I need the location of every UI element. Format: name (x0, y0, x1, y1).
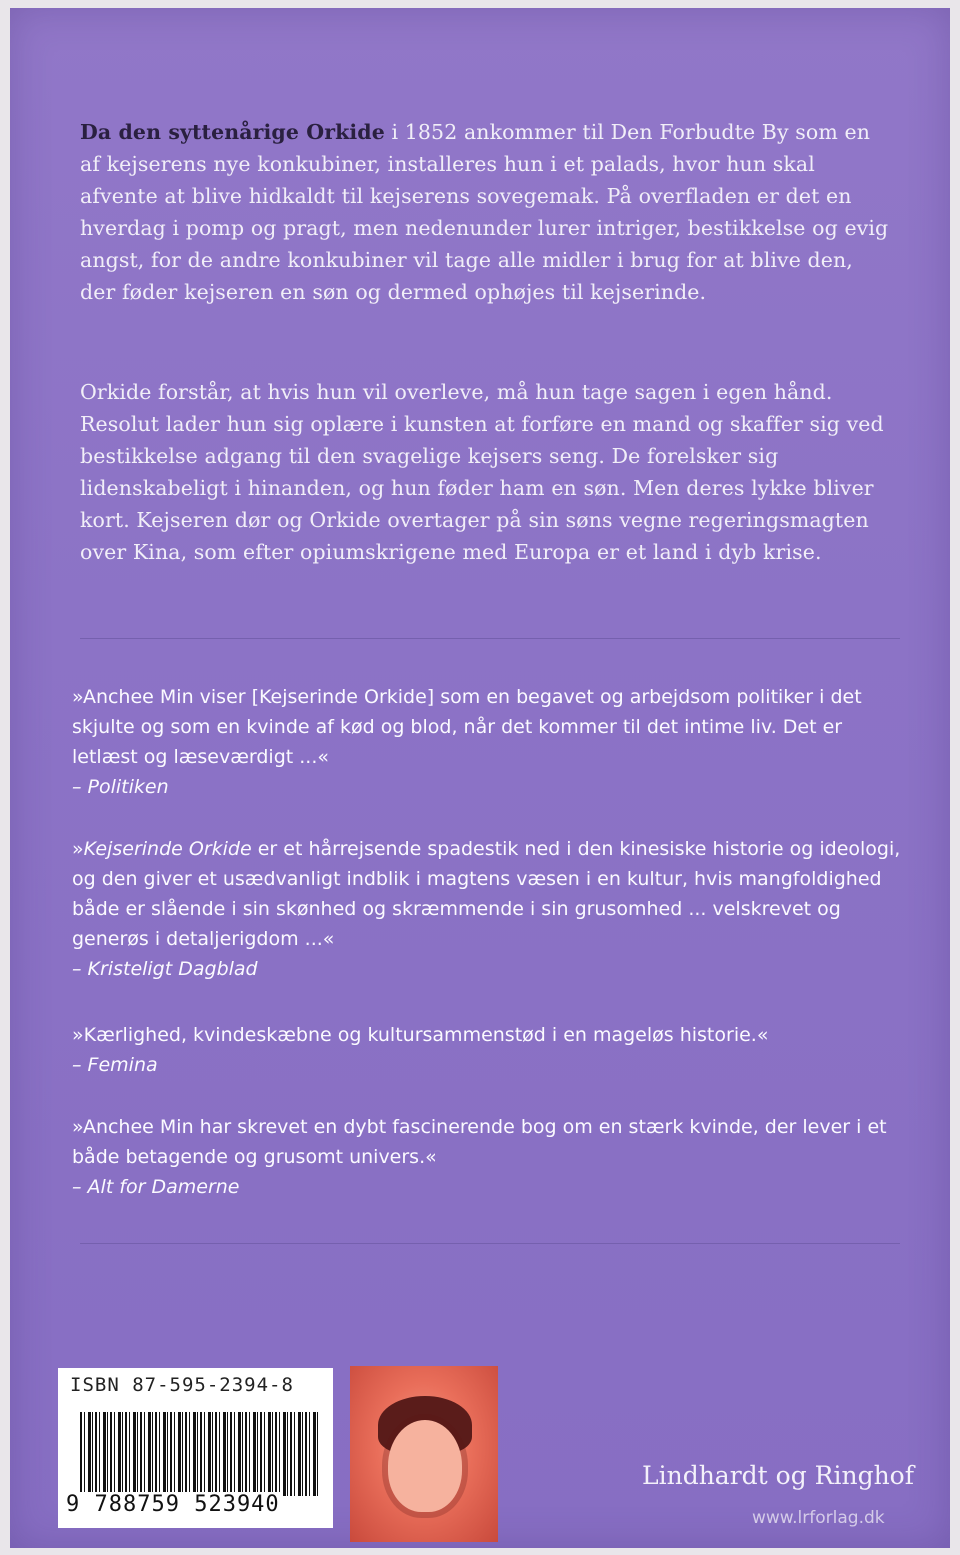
divider-top (80, 638, 900, 639)
review-text: »Kærlighed, kvindeskæbne og kultursammenstød i en mageløs historie.« (72, 1024, 769, 1046)
blurb-paragraph-2: Orkide forstår, at hvis hun vil overleve, må hun tage sagen i egen hånd. Resolut lader hun sig oplære i kunsten at forføre en mand og skaffer sig ved bestikkelse adgang til den svagelige kejsers seng. De forelsker sig lidenskabeligt i hinanden, og hun føder ham en søn. Men deres lykke bliver kort. Kejseren dør og Orkide overtager på sin søns vegne regeringsmagten over Kina, som efter opiumskrigene med Europa er et land i dyb krise. (80, 380, 884, 564)
ean-number: 9 788759 523940 (66, 1492, 280, 1517)
review-text: er et hårrejsende spadestik ned i den kinesiske historie og ideologi, og den giver et usædvanligt indblik i magtens væsen i en kultur, hvis mangfoldighed både er slående i sin skønhed og skræmmende i sin grusomhed ... velskrevet og generøs i detaljerigdom ...« (72, 838, 901, 950)
blurb-lead: Da den syttenårige Orkide (80, 120, 385, 144)
blurb-paragraph-1 (80, 116, 890, 308)
review-source: – Kristeligt Dagblad (72, 958, 258, 980)
author-portrait-image (350, 1366, 498, 1542)
review-source: – Politiken (72, 776, 169, 798)
review-text: »Anchee Min har skrevet en dybt fascinerende bog om en stærk kvinde, der lever i et både betagende og grusomt univers.« (72, 1116, 887, 1168)
review-quote-1 (72, 682, 902, 802)
publisher-website: www.lrforlag.dk (752, 1508, 885, 1528)
review-quote-3 (72, 1020, 902, 1080)
barcode-bars (80, 1412, 320, 1496)
barcode-label (58, 1368, 333, 1528)
publisher-name: Lindhardt og Ringhof (642, 1461, 914, 1490)
review-source: – Femina (72, 1054, 158, 1076)
review-source: – Alt for Damerne (72, 1176, 240, 1198)
review-quote-4 (72, 1112, 902, 1202)
isbn-number: ISBN 87-595-2394-8 (70, 1374, 294, 1396)
review-quote-2 (72, 834, 902, 984)
portrait-face (388, 1420, 462, 1512)
review-text: »Anchee Min viser [Kejserinde Orkide] som en begavet og arbejdsom politiker i det skjulte og som en kvinde af kød og blod, når det kommer til det intime liv. Det er letlæst og læseværdigt ...« (72, 686, 862, 768)
review-open-quote: » (72, 838, 84, 860)
review-book-title: Kejserinde Orkide (83, 838, 252, 860)
divider-bottom (80, 1243, 900, 1244)
book-back-cover (10, 8, 950, 1548)
blurb-paragraph-1-text: i 1852 ankommer til Den Forbudte By som en af kejserens nye konkubiner, installeres hun i et palads, hvor hun skal afvente at blive hidkaldt til kejserens sovegemak. På overfladen er det en hverdag i pomp og pragt, men nedenunder lurer intriger, bestikkelse og evig angst, for de andre konkubiner vil tage alle midler i brug for at blive den, der føder kejseren en søn og dermed ophøjes til kejserinde. (80, 120, 889, 304)
